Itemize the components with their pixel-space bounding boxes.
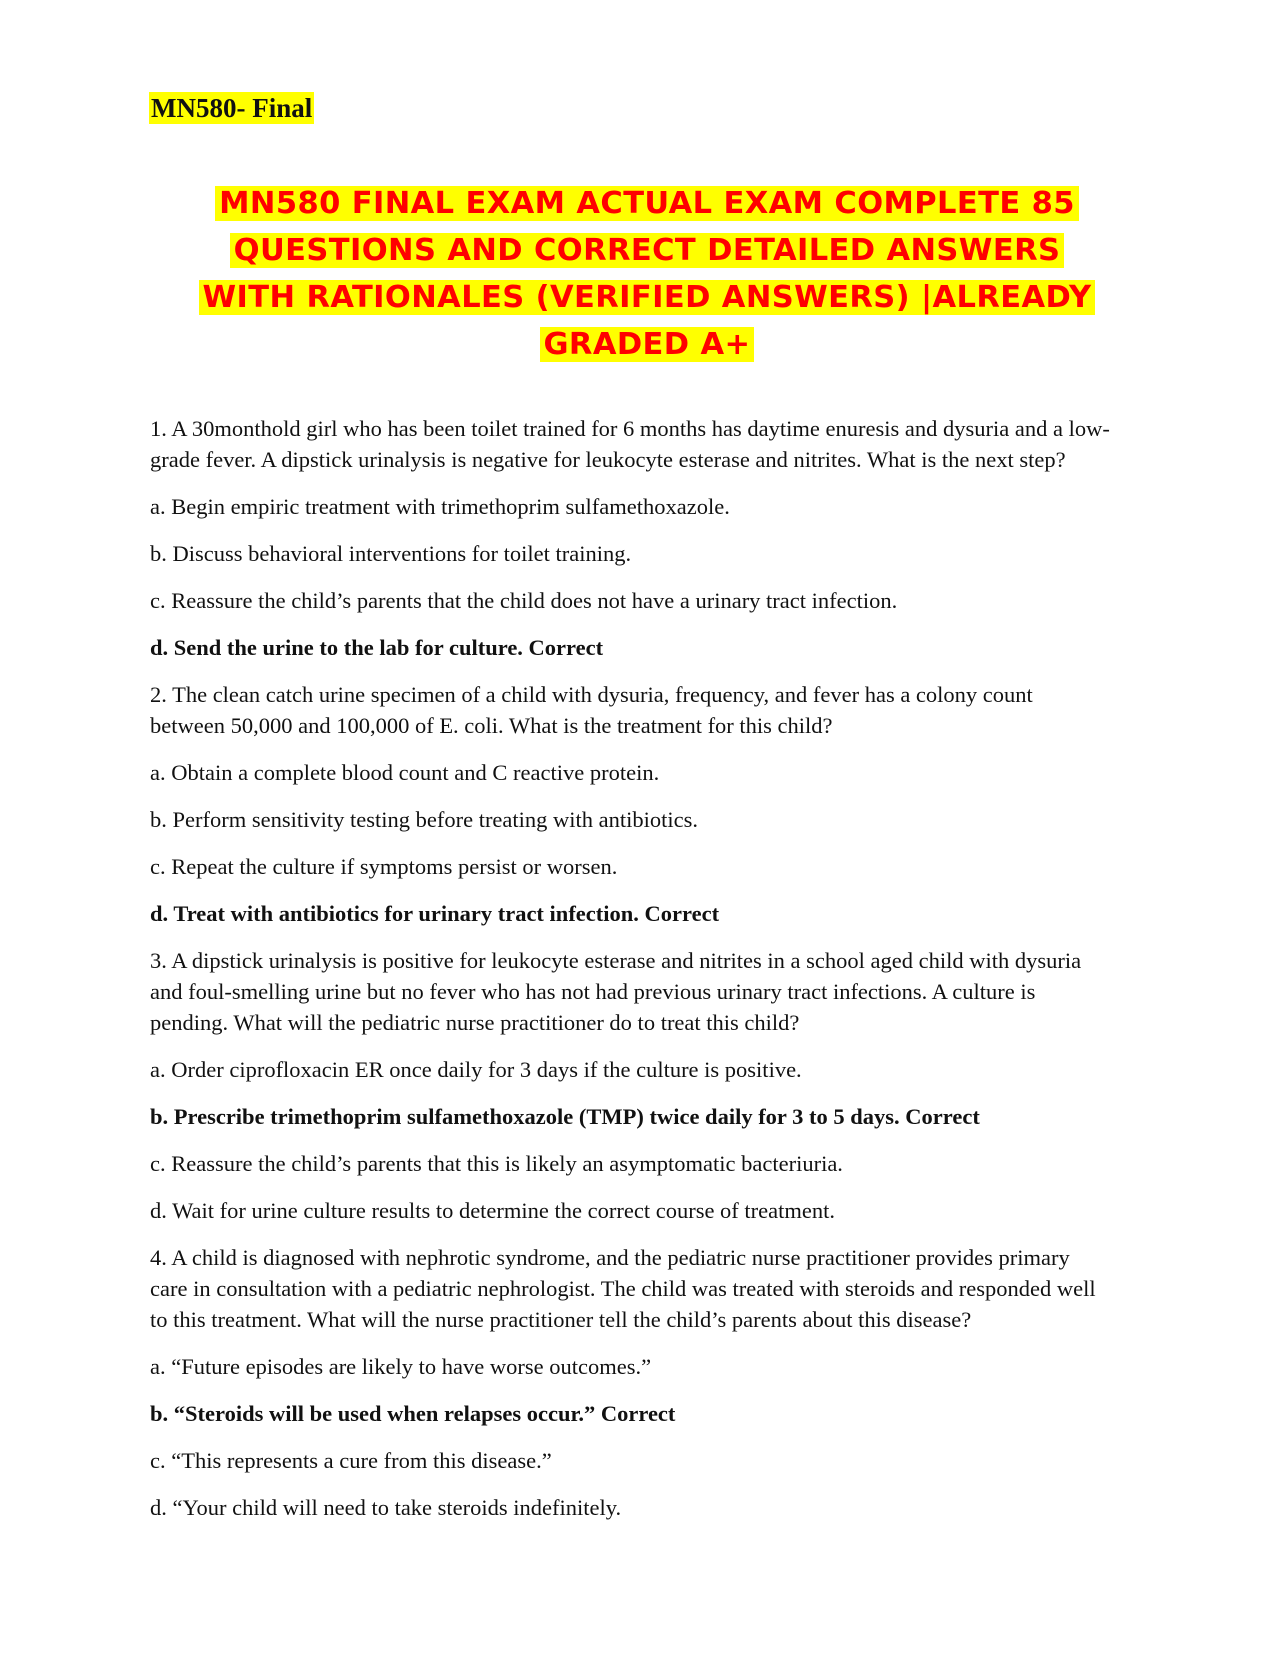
answer-option: a. “Future episodes are likely to have worse outcomes.” <box>150 1354 652 1379</box>
question-block-2 <box>150 679 1110 929</box>
questions-list <box>150 413 1110 1539</box>
answer-option: d. “Your child will need to take steroids indefinitely. <box>150 1495 622 1520</box>
answer-option: a. Begin empiric treatment with trimethoprim sulfamethoxazole. <box>150 494 730 519</box>
document-title <box>150 180 1144 368</box>
answer-option: c. Repeat the culture if symptoms persist or worsen. <box>150 854 618 879</box>
answer-option: b. Perform sensitivity testing before treating with antibiotics. <box>150 807 699 832</box>
answer-option: a. Obtain a complete blood count and C reactive protein. <box>150 760 660 785</box>
question-text: 1. A 30monthold girl who has been toilet trained for 6 months has daytime enuresis and dysuria and a low-grade fever. A dipstick urinalysis is negative for leukocyte esterase and nitrites. What is the next step? <box>150 416 1110 472</box>
answer-option: c. Reassure the child’s parents that this is likely an asymptomatic bacteriuria. <box>150 1151 843 1176</box>
question-block-3 <box>150 945 1110 1226</box>
correct-answer-option: b. Prescribe trimethoprim sulfamethoxazole (TMP) twice daily for 3 to 5 days. Correct <box>150 1104 980 1129</box>
correct-answer-option: b. “Steroids will be used when relapses occur.” Correct <box>150 1401 676 1426</box>
title-line <box>150 180 1144 227</box>
title-line <box>150 274 1144 321</box>
title-line-text: QUESTIONS AND CORRECT DETAILED ANSWERS <box>230 233 1065 268</box>
question-block-4 <box>150 1242 1110 1523</box>
title-line <box>150 227 1144 274</box>
title-line-text: WITH RATIONALES (VERIFIED ANSWERS) |ALREADY <box>199 280 1096 315</box>
title-line-text: MN580 FINAL EXAM ACTUAL EXAM COMPLETE 85 <box>215 186 1079 221</box>
question-block-1 <box>150 413 1110 663</box>
answer-option: d. Wait for urine culture results to determine the correct course of treatment. <box>150 1198 836 1223</box>
question-text: 4. A child is diagnosed with nephrotic syndrome, and the pediatric nurse practitioner provides primary care in consultation with a pediatric nephrologist. The child was treated with steroids and responded well to this treatment. What will the nurse practitioner tell the child’s parents about this disease? <box>150 1245 1096 1332</box>
correct-answer-option: d. Send the urine to the lab for culture. Correct <box>150 635 604 660</box>
title-line-text: GRADED A+ <box>540 327 755 362</box>
answer-option: c. Reassure the child’s parents that the child does not have a urinary tract infection. <box>150 588 898 613</box>
course-label: MN580- Final <box>151 93 313 123</box>
answer-option: a. Order ciprofloxacin ER once daily for 3 days if the culture is positive. <box>150 1057 802 1082</box>
question-text: 2. The clean catch urine specimen of a child with dysuria, frequency, and fever has a colony count between 50,000 and 100,000 of E. coli. What is the treatment for this child? <box>150 682 1033 738</box>
title-line <box>150 321 1144 368</box>
answer-option: b. Discuss behavioral interventions for toilet training. <box>150 541 632 566</box>
correct-answer-option: d. Treat with antibiotics for urinary tract infection. Correct <box>150 901 720 926</box>
question-text: 3. A dipstick urinalysis is positive for leukocyte esterase and nitrites in a school aged child with dysuria and foul-smelling urine but no fever who has not had previous urinary tract infections. A culture is pending. What will the pediatric nurse practitioner do to treat this child? <box>150 948 1082 1035</box>
answer-option: c. “This represents a cure from this disease.” <box>150 1448 552 1473</box>
